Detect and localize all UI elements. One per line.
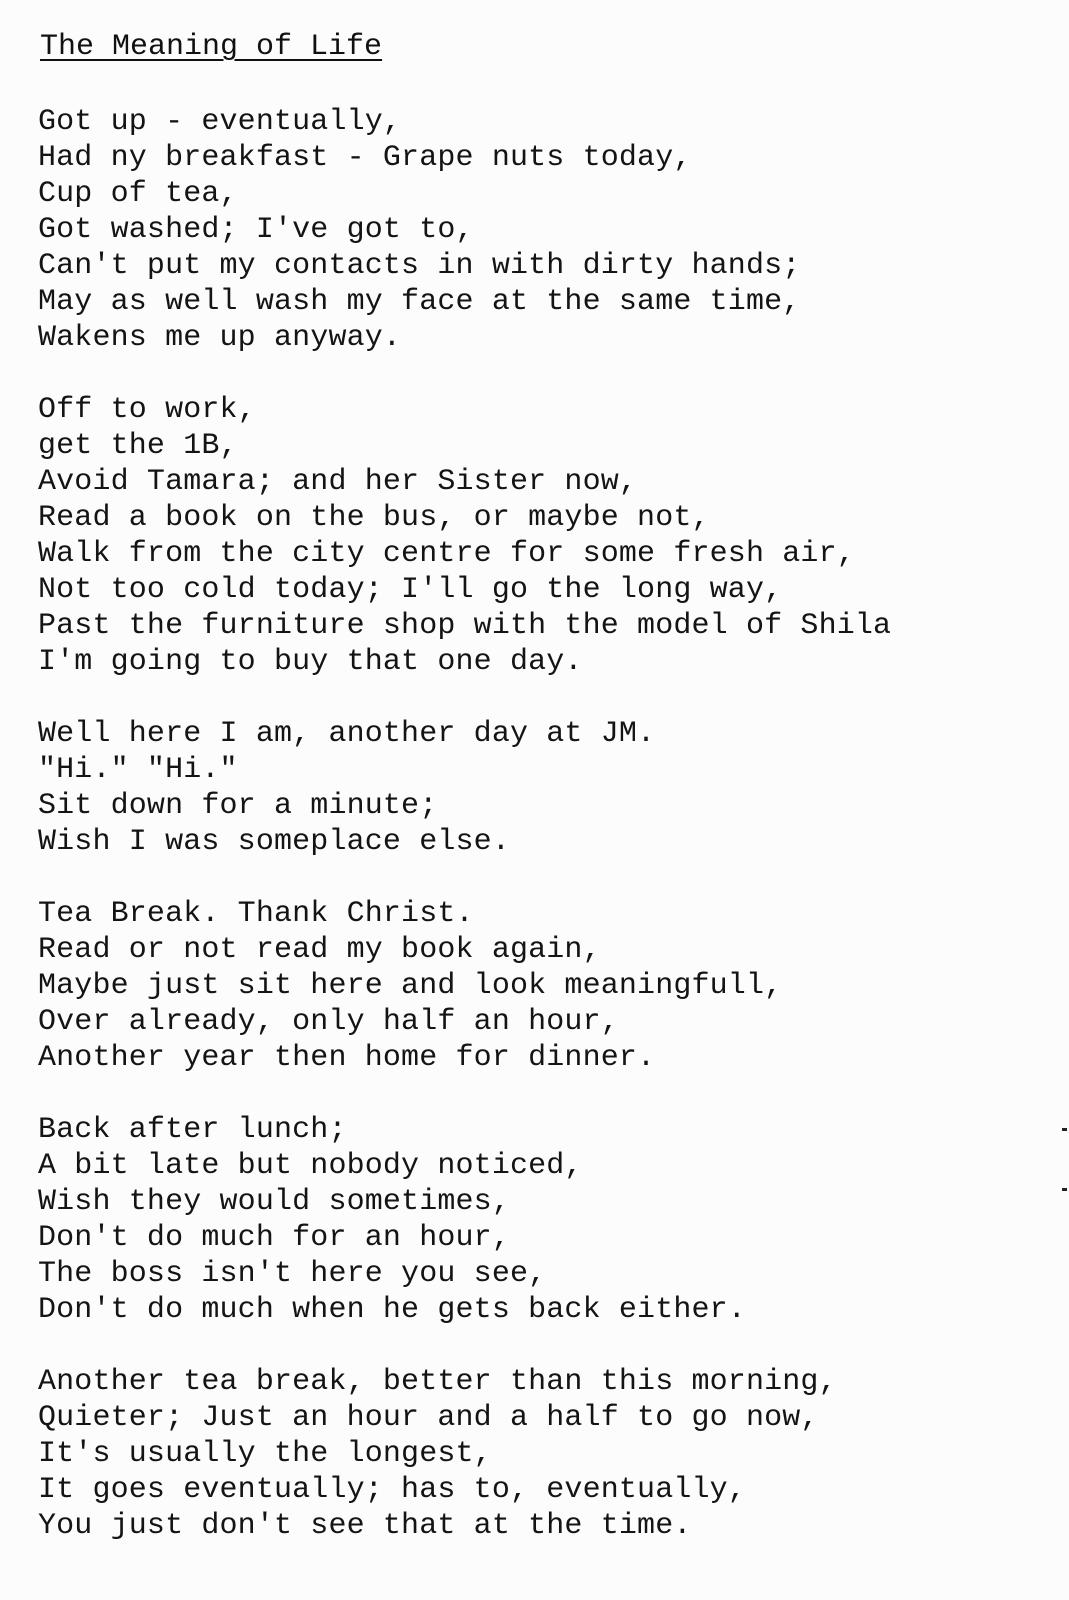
poem-line: Wakens me up anyway. xyxy=(38,321,402,355)
poem-line: get the 1B, xyxy=(38,429,238,463)
poem-line: Avoid Tamara; and her Sister now, xyxy=(38,465,638,499)
poem-line: Got washed; I've got to, xyxy=(38,213,474,247)
stanza xyxy=(38,896,1063,1076)
poem-line: Another tea break, better than this morning, xyxy=(38,1365,837,1399)
poem-body xyxy=(38,104,1063,1580)
poem-title: The Meaning of Life xyxy=(40,30,383,64)
margin-mark xyxy=(1062,1188,1067,1191)
poem-line: Read a book on the bus, or maybe not, xyxy=(38,501,710,535)
poem-line: Not too cold today; I'll go the long way, xyxy=(38,573,783,607)
poem-line: Sit down for a minute; xyxy=(38,789,438,823)
poem-line: Back after lunch; xyxy=(38,1113,347,1147)
poem-line: Off to work, xyxy=(38,393,256,427)
poem-line: It's usually the longest, xyxy=(38,1437,492,1471)
poem-line: Got up - eventually, xyxy=(38,105,402,139)
poem-line: Quieter; Just an hour and a half to go now, xyxy=(38,1401,819,1435)
poem-line: Don't do much for an hour, xyxy=(38,1221,510,1255)
poem-line: May as well wash my face at the same time, xyxy=(38,285,801,319)
poem-line: Cup of tea, xyxy=(38,177,238,211)
poem-line: A bit late but nobody noticed, xyxy=(38,1149,583,1183)
stanza xyxy=(38,1364,1063,1544)
poem-line: Wish they would sometimes, xyxy=(38,1185,510,1219)
poem-line: Another year then home for dinner. xyxy=(38,1041,656,1075)
poem-line: Tea Break. Thank Christ. xyxy=(38,897,474,931)
poem-line: Well here I am, another day at JM. xyxy=(38,717,656,751)
poem-line: Maybe just sit here and look meaningfull, xyxy=(38,969,783,1003)
poem-line: Walk from the city centre for some fresh air, xyxy=(38,537,855,571)
margin-mark xyxy=(1062,1128,1067,1131)
poem-line: Wish I was someplace else. xyxy=(38,825,510,859)
stanza xyxy=(38,1112,1063,1328)
poem-line: Had ny breakfast - Grape nuts today, xyxy=(38,141,692,175)
stanza xyxy=(38,392,1063,680)
poem-line: Past the furniture shop with the model of Shila xyxy=(38,609,892,643)
poem-line: Don't do much when he gets back either. xyxy=(38,1293,746,1327)
poem-line: It goes eventually; has to, eventually, xyxy=(38,1473,746,1507)
poem-line: Over already, only half an hour, xyxy=(38,1005,619,1039)
stanza xyxy=(38,716,1063,860)
poem-line: I'm going to buy that one day. xyxy=(38,645,583,679)
poem-line: "Hi." "Hi." xyxy=(38,753,238,787)
stanza xyxy=(38,104,1063,356)
poem-line: Read or not read my book again, xyxy=(38,933,601,967)
poem-line: Can't put my contacts in with dirty hands; xyxy=(38,249,801,283)
poem-line: You just don't see that at the time. xyxy=(38,1509,692,1543)
poem-line: The boss isn't here you see, xyxy=(38,1257,547,1291)
